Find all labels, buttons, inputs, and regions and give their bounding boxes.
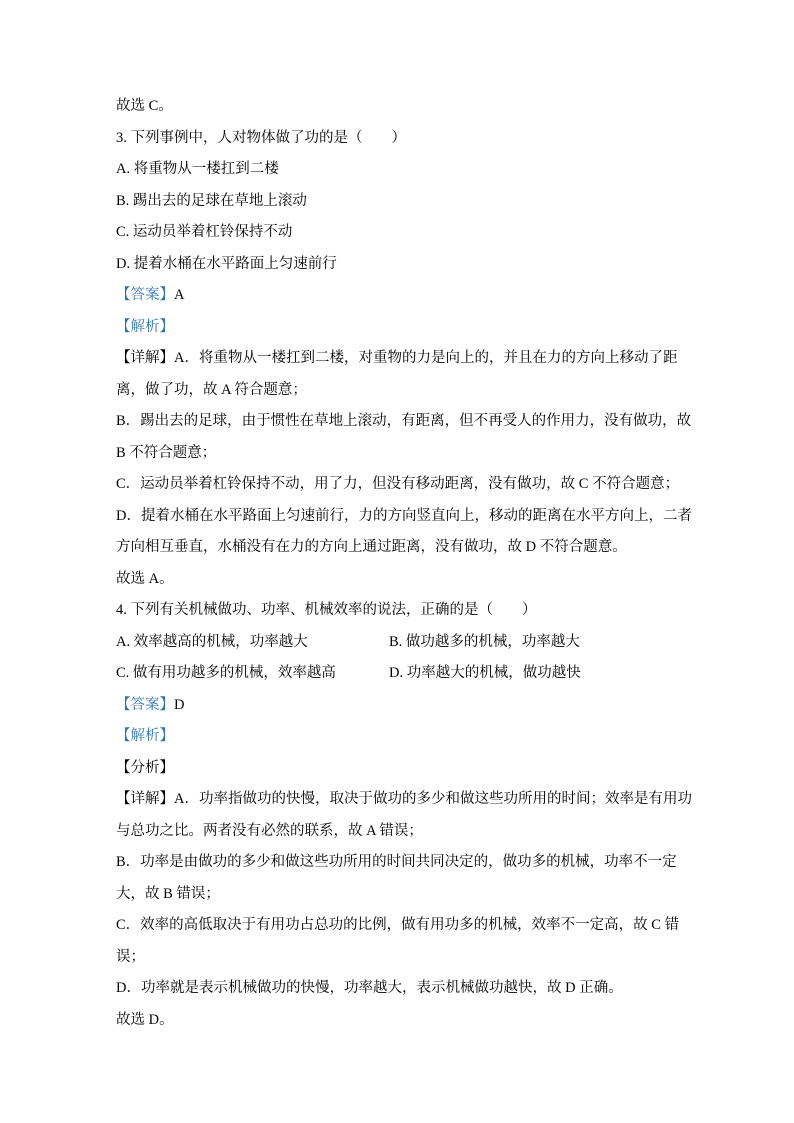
q4-stem: 4. 下列有关机械做功、功率、机械效率的说法，正确的是（ ）: [116, 602, 537, 618]
q4-detail-c: C．效率的高低取决于有用功占总功的比例，做有用功多的机械，效率不一定高，故 C 错误；: [116, 917, 680, 965]
q4-option-c: C. 做有用功越多的机械，效率越高: [116, 665, 336, 681]
q4-option-b: B. 做功越多的机械，功率越大: [389, 633, 580, 650]
q4-analysis-line: [116, 721, 704, 753]
q4-option-d: D. 功率越大的机械，做功越快: [389, 665, 581, 681]
q4-detail-d: D．功率就是表示机械做功的快慢，功率越大，表示机械做功越快，故 D 正确。: [116, 980, 623, 996]
q4-analysis-label: 【解析】: [116, 728, 174, 744]
q3-detail-d: D．提着水桶在水平路面上匀速前行，力的方向竖直向上，移动的距离在水平方向上，二者方向相互垂直，水桶没有在力的方向上通过距离，没有做功，故 D 不符合题意。: [116, 507, 692, 555]
q4-options-row-1: [116, 627, 704, 659]
q3-option-d: D. 提着水桶在水平路面上匀速前行: [116, 255, 337, 272]
q3-detail-b: B．踢出去的足球，由于惯性在草地上滚动，有距离，但不再受人的作用力，没有做功，故 B 不符合题意；: [116, 413, 692, 461]
q3-answer-line: [116, 280, 704, 312]
q3-option-b: B. 踢出去的足球在草地上滚动: [116, 192, 307, 209]
q2-conclusion: 故选 C。: [116, 98, 173, 114]
q4-preanalysis-line: [116, 753, 704, 785]
q3-option-a: A. 将重物从一楼扛到二楼: [116, 161, 279, 177]
q4-detail-a: [116, 784, 704, 847]
q4-detail-a-text: A．功率指做功的快慢，取决于做功的多少和做这些功所用的时间；效率是有用功与总功之比。两者没有必然的联系，故 A 错误；: [116, 791, 692, 839]
q4-options-row-2: [116, 658, 704, 690]
q3-detail-a-text: A．将重物从一楼扛到二楼，对重物的力是向上的，并且在力的方向上移动了距离，做了功，故 A 符合题意；: [116, 350, 678, 398]
q3-option-c: C. 运动员举着杠铃保持不动: [116, 224, 293, 240]
q3-conclusion: 故选 A。: [116, 570, 174, 587]
q4-answer-value: D: [174, 696, 185, 713]
q3-analysis-label: 【解析】: [116, 318, 174, 335]
q4-detail-b: B．功率是由做功的多少和做这些功所用的时间共同决定的，做功多的机械，功率不一定大，故 B 错误；: [116, 854, 677, 902]
q3-answer-value: A: [174, 287, 185, 303]
q3-detail-label: 【详解】: [116, 350, 174, 366]
q3-detail-c: C．运动员举着杠铃保持不动，用了力，但没有移动距离，没有做功，故 C 不符合题意；: [116, 476, 680, 492]
q4-answer-label: 【答案】: [116, 696, 174, 713]
q3-answer-label: 【答案】: [116, 287, 174, 303]
q4-preanalysis-label: 【分析】: [116, 759, 174, 776]
q4-option-a: A. 效率越高的机械，功率越大: [116, 633, 308, 650]
q4-detail-label: 【详解】: [116, 791, 174, 807]
q3-stem: 3. 下列事例中，人对物体做了功的是（ ）: [116, 129, 406, 146]
q4-conclusion: 故选 D。: [116, 1011, 174, 1028]
q3-detail-a: [116, 343, 704, 406]
q3-analysis-line: [116, 312, 704, 344]
q4-answer-line: [116, 690, 704, 722]
